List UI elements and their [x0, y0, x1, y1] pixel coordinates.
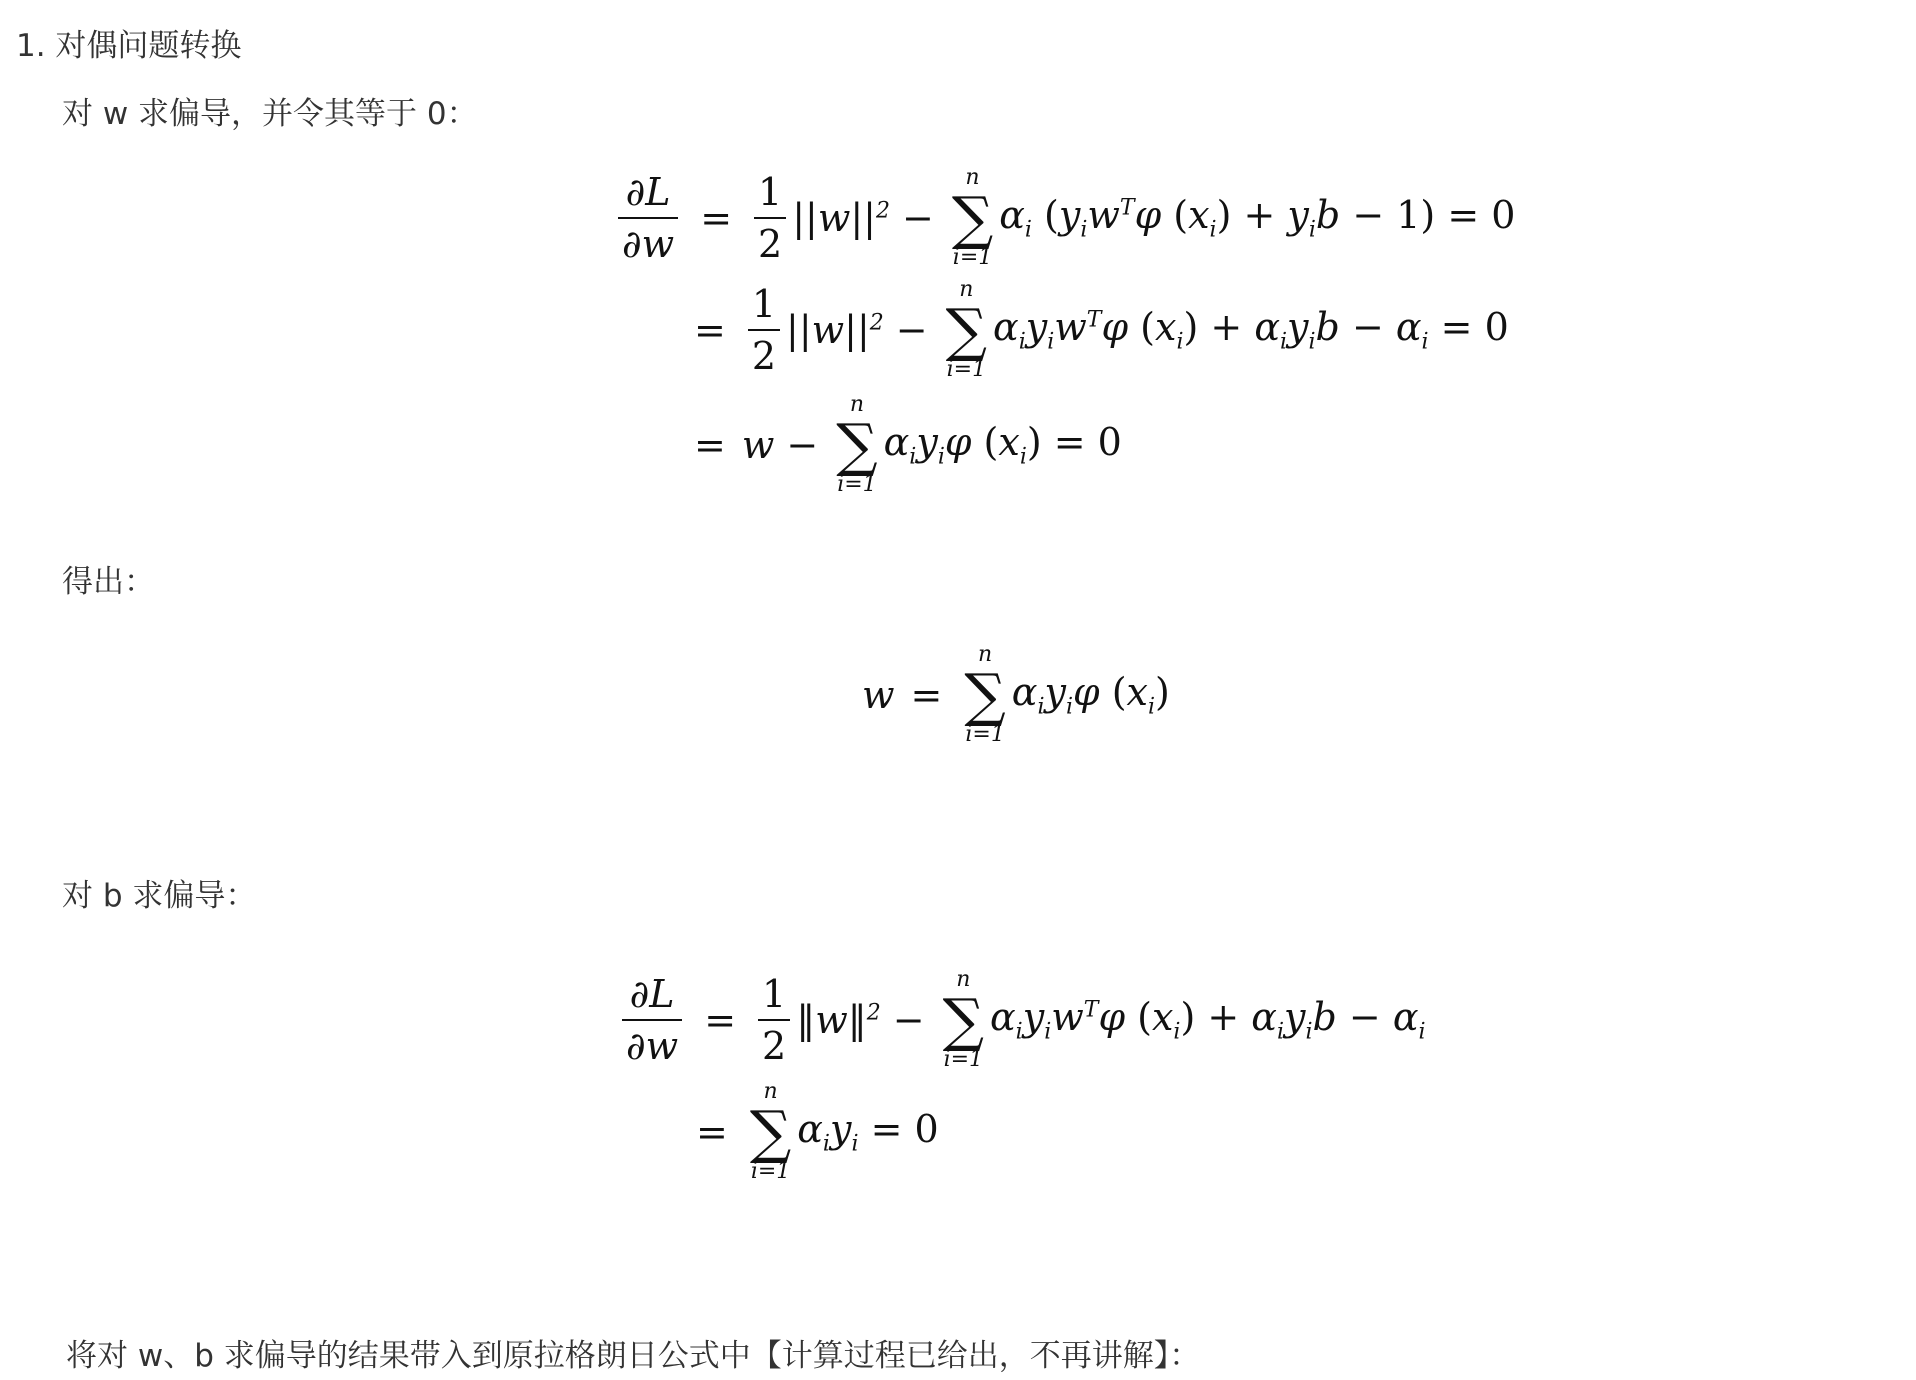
partial-b-equation-line2: = n ∑ i=1 $\alpha_iy_i = 0$ — [696, 1079, 939, 1184]
conclusion-text: 将对 w、b 求偏导的结果带入到原拉格朗日公式中【计算过程已给出，不再讲解】： — [66, 1338, 1201, 1374]
derive-result-label: 得出： — [62, 564, 155, 600]
partial-b-equation-line1: $\frac{\partial L}{\partial w}$ = $\frac{1}{2}$ ‖w‖$^2$ − n ∑ i=1 $\alpha_iy_iw^T\varphi$ $(x_i) + \alpha_iy_ib - \alpha_i$ — [616, 970, 1426, 1070]
list-heading: 1. 对偶问题转换 — [16, 28, 242, 64]
w-result-equation: w = n ∑ i=1 $\alpha_iy_i\varphi$ $(x_i)$ — [862, 642, 1170, 747]
partial-w-equation-line1: $\frac{\partial L}{\partial w}$ = $\frac{1}{2}$ $||w||^2$ − n ∑ i=1 $\alpha_i$ ($y_iw^T\varphi$ $(x_i) + y_ib - 1) = 0$ — [612, 168, 1515, 268]
partial-w-equation-line2: = $\frac{1}{2}$ $||w||^2$ − n ∑ i=1 $\alpha_iy_iw^T\varphi$ $(x_i) + \alpha_iy_ib - \alpha_i = 0$ — [694, 277, 1509, 382]
partial-w-intro: 对 w 求偏导，并令其等于 0： — [62, 96, 478, 132]
partial-w-equation-line3: = w − n ∑ i=1 $\alpha_iy_i\varphi$ $(x_i) = 0$ — [694, 392, 1122, 497]
partial-b-intro: 对 b 求偏导： — [62, 878, 257, 914]
